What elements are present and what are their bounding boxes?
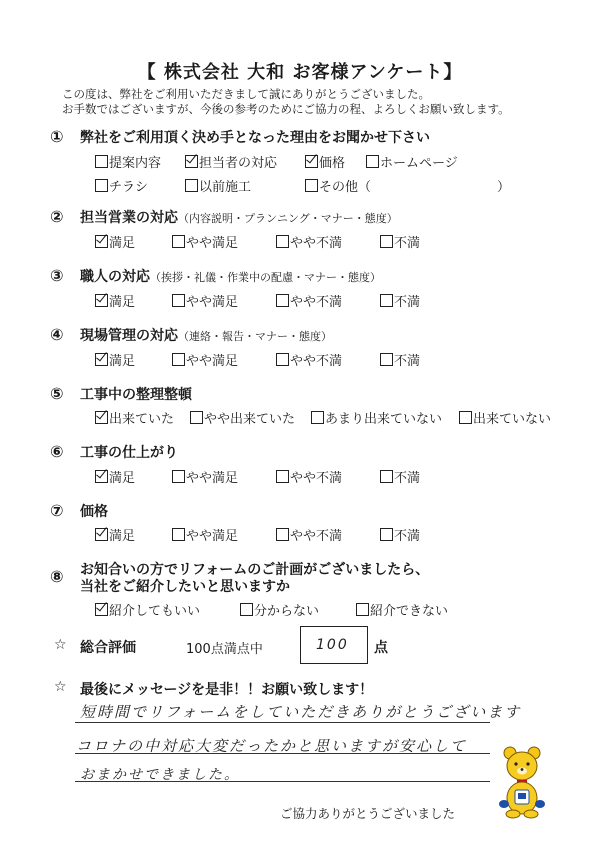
option-label: 出来ていない bbox=[473, 412, 552, 427]
checkbox[interactable] bbox=[380, 235, 393, 248]
divider bbox=[75, 781, 490, 782]
message-line: コロナの中対応大変だったかと思いますが安心して bbox=[76, 737, 468, 755]
checkbox[interactable] bbox=[459, 411, 472, 424]
option-manzoku[interactable] bbox=[95, 467, 135, 486]
question-title bbox=[80, 325, 332, 345]
checkbox[interactable] bbox=[276, 235, 289, 248]
intro-line: お手数ではございますが、今後の参考のためにご協力の程、よろしくお願い致します。 bbox=[62, 102, 510, 116]
question-subtitle: （連絡・報告・マナー・態度） bbox=[178, 330, 332, 343]
option-yaya-fuman[interactable] bbox=[276, 232, 342, 251]
question-title-line2 bbox=[80, 576, 290, 596]
option-label: やや満足 bbox=[186, 295, 239, 310]
option-label: やや不満 bbox=[290, 295, 343, 310]
option-label: やや満足 bbox=[186, 529, 239, 544]
option-label: 以前施工 bbox=[199, 180, 252, 195]
score-scale: 100点満点中 bbox=[186, 642, 263, 657]
question-title-text: 当社をご紹介したいと思いますか bbox=[80, 579, 290, 595]
survey-title: 【 株式会社 大和 お客様アンケート】 bbox=[137, 62, 463, 83]
question-number: ⑤ bbox=[50, 384, 64, 403]
option-label: 不満 bbox=[394, 236, 421, 251]
option-dekiteinai[interactable] bbox=[459, 408, 551, 427]
option-izen-seko[interactable] bbox=[185, 176, 251, 195]
checkbox-checked[interactable] bbox=[95, 603, 108, 616]
star-icon: ☆ bbox=[54, 679, 67, 695]
option-fuman[interactable] bbox=[380, 232, 420, 251]
checkbox[interactable] bbox=[311, 411, 324, 424]
question-subtitle: （内容説明・プランニング・マナー・態度） bbox=[178, 212, 398, 225]
checkbox-checked[interactable] bbox=[95, 411, 108, 424]
option-label: 価格 bbox=[319, 156, 346, 171]
option-yaya-fuman[interactable] bbox=[276, 525, 342, 544]
option-fuman[interactable] bbox=[380, 350, 420, 369]
option-label: その他（ bbox=[319, 180, 372, 195]
option-label: やや出来ていた bbox=[204, 412, 296, 427]
option-manzoku[interactable] bbox=[95, 350, 135, 369]
question-title-text: 現場管理の対応 bbox=[80, 328, 178, 344]
question-title-text: 弊社をご利用頂く決め手となった理由をお聞かせ下さい bbox=[80, 130, 430, 146]
score-unit: 点 bbox=[374, 640, 388, 656]
option-label: 分からない bbox=[254, 604, 320, 619]
option-shokai-ii[interactable] bbox=[95, 600, 200, 619]
checkbox-checked[interactable] bbox=[185, 155, 198, 168]
option-label: やや満足 bbox=[186, 354, 239, 369]
question-number: ① bbox=[50, 127, 64, 146]
question-title-text: 工事中の整理整頓 bbox=[80, 387, 192, 403]
option-label: あまり出来ていない bbox=[325, 412, 443, 427]
option-homepage[interactable] bbox=[366, 152, 458, 171]
option-sonota[interactable] bbox=[305, 176, 371, 195]
question-number: ③ bbox=[50, 266, 64, 285]
question-title-text: 価格 bbox=[80, 504, 108, 520]
checkbox[interactable] bbox=[305, 179, 318, 192]
question-number: ⑥ bbox=[50, 442, 64, 461]
option-label: チラシ bbox=[109, 180, 149, 195]
question-number: ⑦ bbox=[50, 501, 64, 520]
checkbox[interactable] bbox=[172, 470, 185, 483]
option-chirashi[interactable] bbox=[95, 176, 148, 195]
option-yaya-manzoku[interactable] bbox=[172, 525, 238, 544]
checkbox[interactable] bbox=[366, 155, 379, 168]
question-title-text: 職人の対応 bbox=[80, 269, 150, 285]
option-label: やや不満 bbox=[290, 529, 343, 544]
checkbox[interactable] bbox=[380, 470, 393, 483]
option-fuman[interactable] bbox=[380, 467, 420, 486]
question-title bbox=[80, 384, 192, 404]
option-label: 担当者の対応 bbox=[199, 156, 278, 171]
option-yaya-manzoku[interactable] bbox=[172, 350, 238, 369]
option-label: やや不満 bbox=[290, 236, 343, 251]
option-label: やや満足 bbox=[186, 236, 239, 251]
question-title bbox=[80, 501, 108, 521]
checkbox[interactable] bbox=[95, 179, 108, 192]
checkbox[interactable] bbox=[172, 294, 185, 307]
checkbox[interactable] bbox=[276, 294, 289, 307]
option-label: 満足 bbox=[109, 236, 136, 251]
option-yaya-manzoku[interactable] bbox=[172, 291, 238, 310]
option-label: ホームページ bbox=[380, 156, 458, 171]
option-label: 不満 bbox=[394, 354, 421, 369]
option-tantousha[interactable] bbox=[185, 152, 277, 171]
option-label: 紹介してもいい bbox=[109, 604, 201, 619]
message-line: 短時間でリフォームをしていただきありがとうございます bbox=[80, 703, 522, 721]
option-dekiteita[interactable] bbox=[95, 408, 174, 427]
checkbox-checked[interactable] bbox=[95, 470, 108, 483]
question-number: ② bbox=[50, 207, 64, 226]
question-title-text: 担当営業の対応 bbox=[80, 210, 178, 226]
option-kakaku[interactable] bbox=[305, 152, 345, 171]
option-manzoku[interactable] bbox=[95, 232, 135, 251]
checkbox[interactable] bbox=[172, 528, 185, 541]
option-yaya-fuman[interactable] bbox=[276, 350, 342, 369]
question-title-text: 工事の仕上がり bbox=[80, 445, 178, 461]
option-label: 出来ていた bbox=[109, 412, 175, 427]
option-label: やや不満 bbox=[290, 354, 343, 369]
message-line: おまかせできました。 bbox=[80, 767, 240, 783]
option-fuman[interactable] bbox=[380, 525, 420, 544]
divider bbox=[75, 753, 490, 754]
option-label: 紹介できない bbox=[370, 604, 449, 619]
question-subtitle: （挨拶・礼儀・作業中の配慮・マナー・態度） bbox=[150, 271, 381, 284]
checkbox[interactable] bbox=[356, 603, 369, 616]
score-value: 100 bbox=[316, 637, 349, 653]
option-teian[interactable] bbox=[95, 152, 161, 171]
option-yaya-fuman[interactable] bbox=[276, 291, 342, 310]
option-manzoku[interactable] bbox=[95, 291, 135, 310]
question-title bbox=[80, 266, 381, 286]
checkbox[interactable] bbox=[172, 235, 185, 248]
option-label: 不満 bbox=[394, 295, 421, 310]
score-label: 総合評価 bbox=[80, 640, 136, 656]
thanks-text: ご協力ありがとうございました bbox=[280, 806, 456, 821]
checkbox-checked[interactable] bbox=[95, 528, 108, 541]
question-title bbox=[80, 127, 430, 147]
checkbox-checked[interactable] bbox=[95, 235, 108, 248]
question-title bbox=[80, 442, 178, 462]
option-shokai-dekinai[interactable] bbox=[356, 600, 448, 619]
checkbox[interactable] bbox=[380, 528, 393, 541]
option-label: やや不満 bbox=[290, 471, 343, 486]
checkbox[interactable] bbox=[95, 155, 108, 168]
option-label: 不満 bbox=[394, 529, 421, 544]
option-yaya-fuman[interactable] bbox=[276, 467, 342, 486]
checkbox[interactable] bbox=[240, 603, 253, 616]
option-amari-dekiteinai[interactable] bbox=[311, 408, 442, 427]
message-label: 最後にメッセージを是非！！お願い致します！ bbox=[80, 682, 374, 698]
option-manzoku[interactable] bbox=[95, 525, 135, 544]
option-label: 満足 bbox=[109, 471, 136, 486]
option-label: 満足 bbox=[109, 529, 136, 544]
question-title bbox=[80, 207, 398, 227]
checkbox[interactable] bbox=[276, 470, 289, 483]
intro-text bbox=[62, 87, 510, 117]
divider bbox=[75, 722, 490, 723]
checkbox-checked[interactable] bbox=[95, 294, 108, 307]
checkbox-checked[interactable] bbox=[305, 155, 318, 168]
intro-line: この度は、弊社をご利用いただきまして誠にありがとうございました。 bbox=[62, 87, 430, 101]
sonota-closer: ） bbox=[497, 180, 511, 195]
question-number: ④ bbox=[50, 325, 64, 344]
checkbox[interactable] bbox=[380, 353, 393, 366]
option-label: 満足 bbox=[109, 295, 136, 310]
checkbox[interactable] bbox=[276, 353, 289, 366]
option-wakaranai[interactable] bbox=[240, 600, 319, 619]
question-number: ⑧ bbox=[50, 567, 64, 586]
option-label: やや満足 bbox=[186, 471, 239, 486]
option-fuman[interactable] bbox=[380, 291, 420, 310]
option-yaya-manzoku[interactable] bbox=[172, 232, 238, 251]
star-icon: ☆ bbox=[54, 637, 67, 653]
checkbox[interactable] bbox=[185, 179, 198, 192]
checkbox[interactable] bbox=[276, 528, 289, 541]
checkbox-checked[interactable] bbox=[95, 353, 108, 366]
option-yaya-dekiteita[interactable] bbox=[190, 408, 295, 427]
checkbox[interactable] bbox=[190, 411, 203, 424]
checkbox[interactable] bbox=[380, 294, 393, 307]
option-label: 満足 bbox=[109, 354, 136, 369]
bear-mascot-icon bbox=[498, 744, 546, 820]
option-label: 不満 bbox=[394, 471, 421, 486]
option-yaya-manzoku[interactable] bbox=[172, 467, 238, 486]
option-label: 提案内容 bbox=[109, 156, 162, 171]
question-title-text: お知合いの方でリフォームのご計画がございましたら、 bbox=[80, 562, 430, 578]
checkbox[interactable] bbox=[172, 353, 185, 366]
